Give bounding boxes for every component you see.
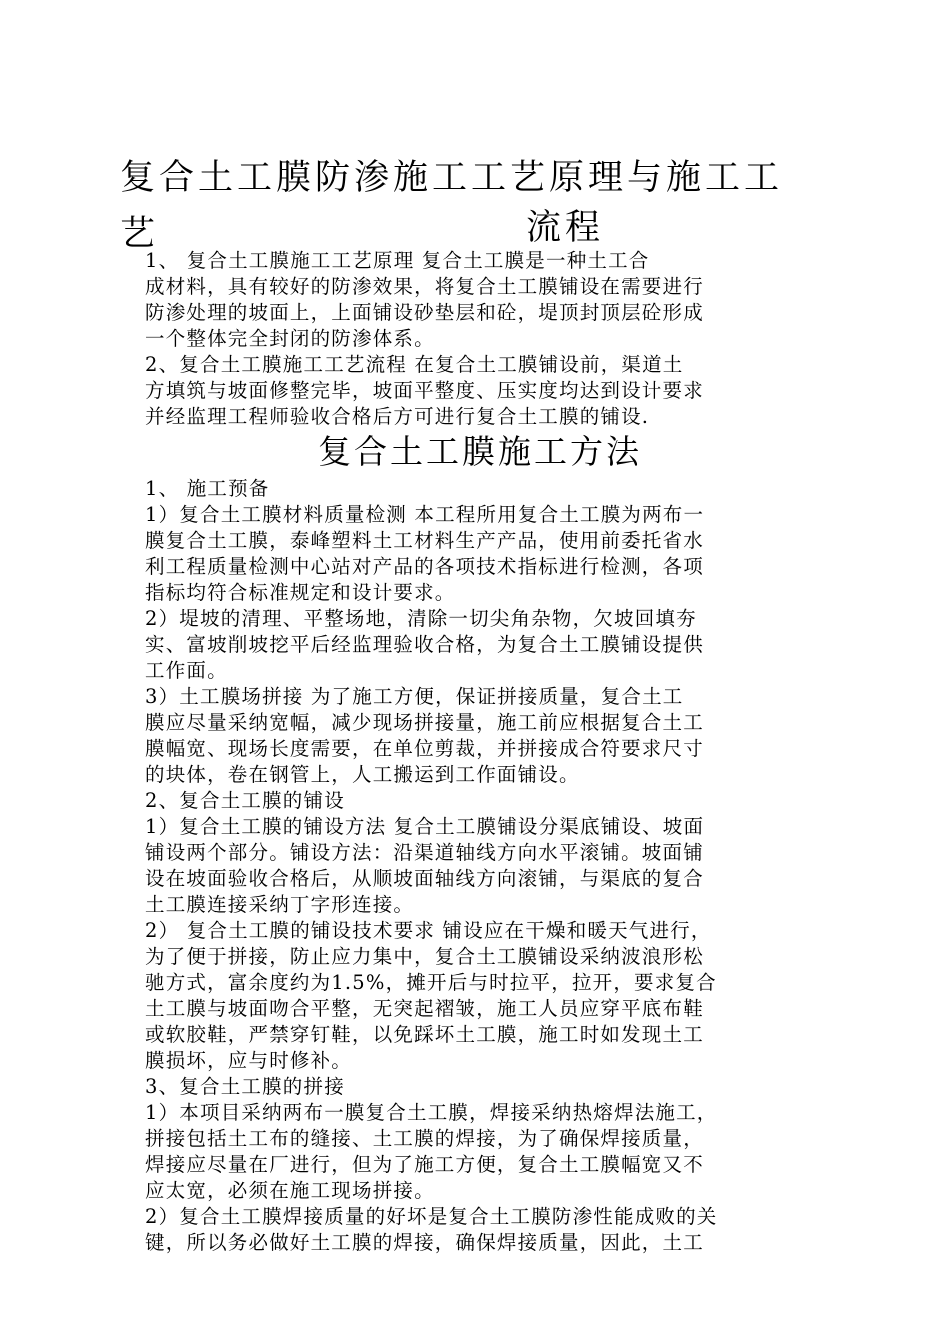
text-line: 土工膜与坡面吻合平整，无突起褶皱，施工人员应穿平底布鞋: [145, 997, 704, 1020]
text-line: 2、复合土工膜的铺设: [145, 789, 345, 812]
section-title: 复合土工膜施工方法: [318, 432, 642, 471]
text-line: 膜应尽量采纳宽幅，减少现场拼接量，施工前应根据复合土工: [145, 711, 704, 734]
text-line: 驰方式，富余度约为1.5%，摊开后与时拉平，拉开，要求复合: [145, 971, 717, 994]
text-line: 键，所以务必做好土工膜的焊接，确保焊接质量，因此，土工: [145, 1231, 704, 1254]
text-line: 工作面。: [145, 659, 228, 682]
text-line: 1）复合土工膜材料质量检测 本工程所用复合土工膜为两布一: [145, 503, 705, 526]
text-line: 2） 复合土工膜的铺设技术要求 铺设应在干燥和暖天气进行，: [145, 919, 712, 942]
document-title-line-1: 复合土工膜防渗施工工艺原理与施工工艺: [120, 158, 784, 254]
text-line: 1、 施工预备: [145, 477, 270, 500]
text-line: 膜幅宽、现场长度需要，在单位剪裁，并拼接成合符要求尺寸: [145, 737, 704, 760]
text-line: 2）堤坡的清理、平整场地，清除一切尖角杂物，欠坡回填夯: [145, 607, 697, 630]
text-line: 并经监理工程师验收合格后方可进行复合土工膜的铺设.: [145, 405, 650, 428]
text-line: 土工膜连接采纳丁字形连接。: [145, 893, 415, 916]
text-line: 铺设两个部分。铺设方法：沿渠道轴线方向水平滚铺。坡面铺: [145, 841, 704, 864]
text-line: 应太宽，必须在施工现场拼接。: [145, 1179, 435, 1202]
text-line: 1）本项目采纳两布一膜复合土工膜，焊接采纳热熔焊法施工，: [145, 1101, 718, 1124]
text-line: 膜损坏，应与时修补。: [145, 1049, 353, 1072]
text-line: 焊接应尽量在厂进行，但为了施工方便，复合土工膜幅宽又不: [145, 1153, 704, 1176]
text-line: 为了便于拼接，防止应力集中，复合土工膜铺设采纳波浪形松: [145, 945, 704, 968]
method-paragraphs: [145, 476, 810, 1256]
document-title-line-2: 流程: [525, 208, 604, 248]
text-line: 方填筑与坡面修整完毕，坡面平整度、压实度均达到设计要求: [145, 379, 704, 402]
text-line: 防渗处理的坡面上，上面铺设砂垫层和砼，堤顶封顶层砼形成: [145, 301, 704, 324]
text-line: 1、 复合土工膜施工工艺原理 复合土工膜是一种土工合: [145, 249, 650, 272]
text-line: 3、复合土工膜的拼接: [145, 1075, 345, 1098]
text-line: 或软胶鞋，严禁穿钉鞋，以免踩坏土工膜，施工时如发现土工: [145, 1023, 704, 1046]
text-line: 指标均符合标准规定和设计要求。: [145, 581, 456, 604]
text-line: 3）土工膜场拼接 为了施工方便，保证拼接质量，复合土工: [145, 685, 684, 708]
text-line: 膜复合土工膜，泰峰塑料土工材料生产产品，使用前委托省水: [145, 529, 704, 552]
text-line: 拼接包括土工布的缝接、土工膜的焊接，为了确保焊接质量，: [145, 1127, 704, 1150]
text-line: 实、富坡削坡挖平后经监理验收合格，为复合土工膜铺设提供: [145, 633, 704, 656]
text-line: 设在坡面验收合格后，从顺坡面轴线方向滚铺，与渠底的复合: [145, 867, 704, 890]
text-line: 2）复合土工膜焊接质量的好坏是复合土工膜防渗性能成败的关: [145, 1205, 718, 1228]
text-line: 1）复合土工膜的铺设方法 复合土工膜铺设分渠底铺设、坡面: [145, 815, 705, 838]
text-line: 成材料，具有较好的防渗效果，将复合土工膜铺设在需要进行: [145, 275, 704, 298]
text-line: 的块体，卷在钢管上，人工搬运到工作面铺设。: [145, 763, 580, 786]
text-line: 2、复合土工膜施工工艺流程 在复合土工膜铺设前，渠道土: [145, 353, 684, 376]
intro-paragraphs: [145, 248, 810, 430]
text-line: 利工程质量检测中心站对产品的各项技术指标进行检测，各项: [145, 555, 704, 578]
text-line: 一个整体完全封闭的防渗体系。: [145, 327, 435, 350]
